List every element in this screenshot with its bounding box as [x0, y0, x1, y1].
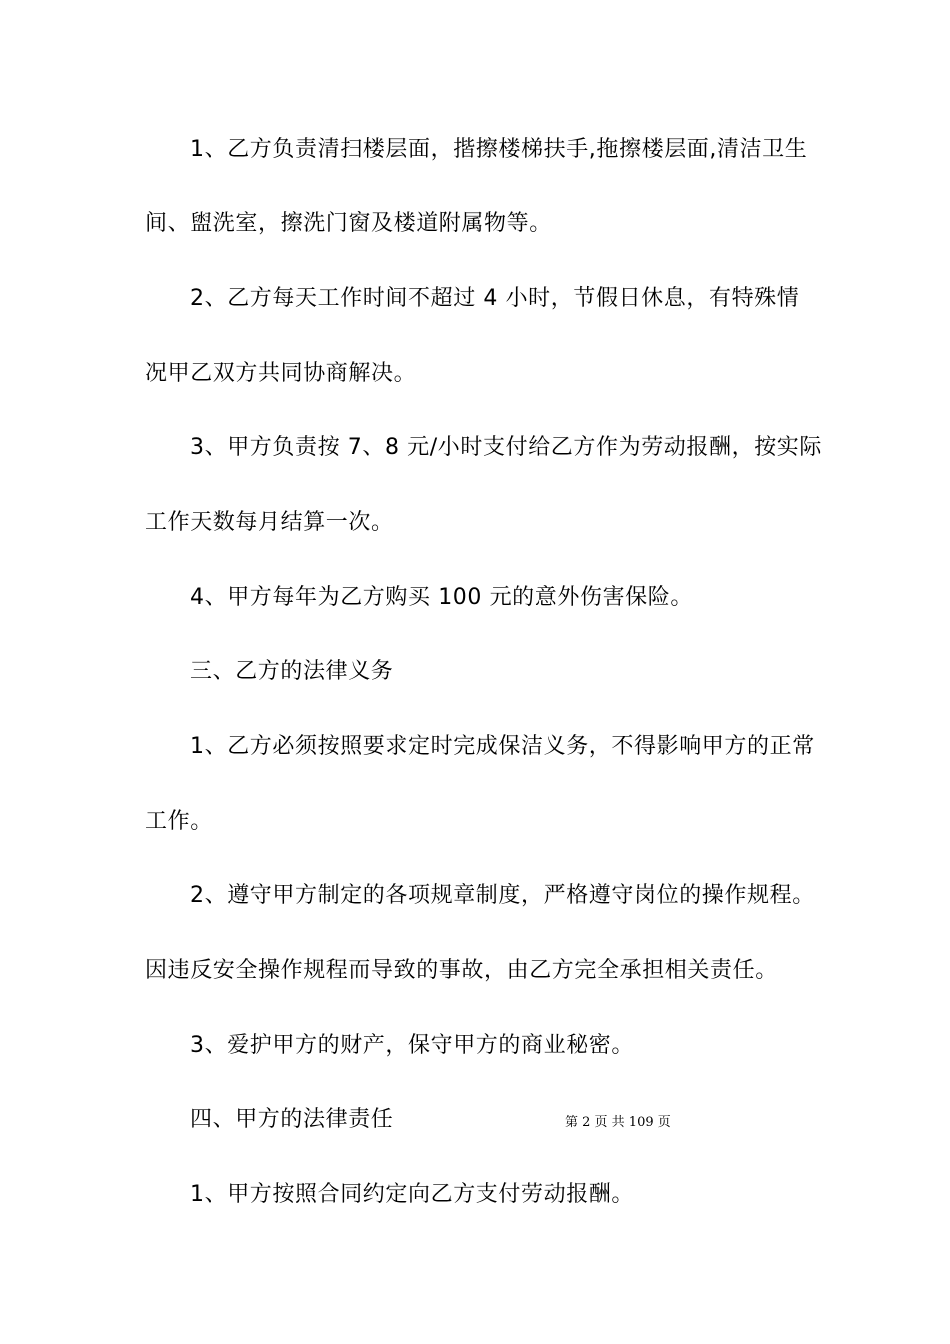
text-line: 3、甲方负责按 7、8 元/小时支付给乙方作为劳动报酬，按实际: [190, 435, 822, 460]
text-line: 1、乙方必须按照要求定时完成保洁义务，不得影响甲方的正常: [190, 734, 815, 759]
text-line: 1、甲方按照合同约定向乙方支付劳动报酬。: [190, 1182, 634, 1207]
text-line: 3、爱护甲方的财产，保守甲方的商业秘密。: [190, 1033, 634, 1058]
text-line: 工作天数每月结算一次。: [145, 510, 394, 535]
text-line: 间、盥洗室，擦洗门窗及楼道附属物等。: [145, 211, 552, 236]
text-line: 2、遵守甲方制定的各项规章制度，严格遵守岗位的操作规程。: [190, 883, 815, 908]
section-heading: 三、乙方的法律义务: [190, 659, 394, 684]
text-line: 1、乙方负责清扫楼层面，揩擦楼梯扶手,拖擦楼层面,清洁卫生: [190, 137, 808, 162]
text-line: 2、乙方每天工作时间不超过 4 小时，节假日休息，有特殊情: [190, 286, 800, 311]
text-line: 况甲乙双方共同协商解决。: [145, 361, 417, 386]
text-line: 因违反安全操作规程而导致的事故，由乙方完全承担相关责任。: [145, 958, 778, 983]
section-heading: 四、甲方的法律责任: [190, 1107, 394, 1132]
text-line: 工作。: [145, 809, 213, 834]
text-line: 4、甲方每年为乙方购买 100 元的意外伤害保险。: [190, 585, 693, 610]
page-number: 第 2 页 共 109 页: [565, 1115, 671, 1130]
